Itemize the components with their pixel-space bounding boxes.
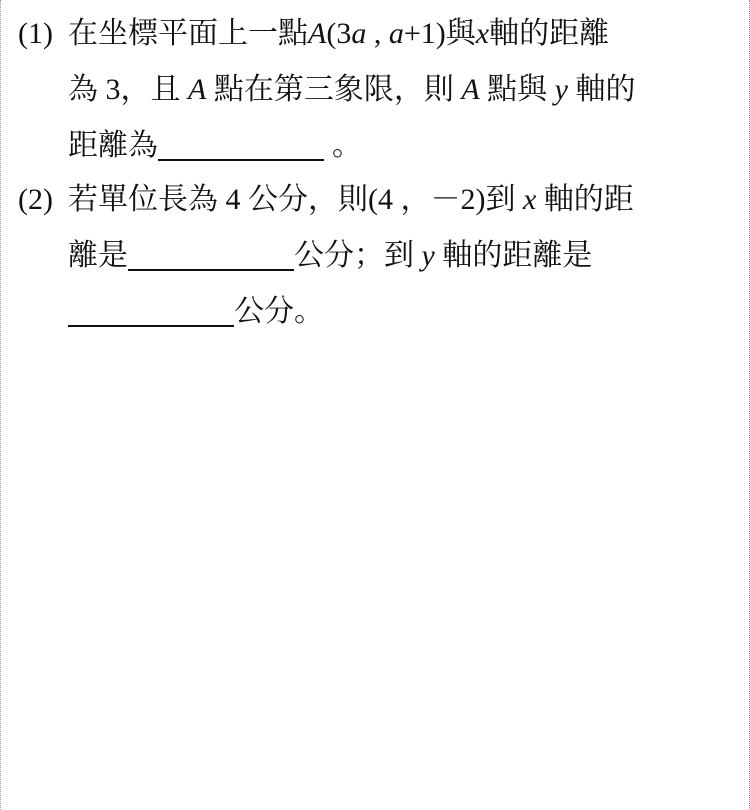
answer-blank[interactable] — [158, 129, 324, 161]
text-segment: 軸的距離是 — [434, 239, 593, 272]
text-segment: 軸的距離 — [489, 17, 610, 50]
variable: a — [351, 17, 367, 50]
text-segment: +1)與 — [403, 17, 476, 50]
answer-blank[interactable] — [128, 239, 294, 271]
problem-2 — [18, 172, 718, 340]
text-segment: (3 — [326, 17, 352, 50]
text-segment: 軸的距 — [536, 183, 634, 216]
problem-2-line-2 — [18, 228, 718, 284]
answer-blank[interactable] — [68, 295, 234, 327]
variable: a — [388, 17, 404, 50]
text-segment: 若單位長為 4 公分，則(4 ，－2)到 — [68, 183, 523, 216]
text-segment: 。 — [332, 129, 362, 162]
variable: x — [522, 183, 537, 216]
text-segment: 公分。 — [234, 295, 324, 328]
problem-1-line-1 — [18, 6, 718, 62]
text-segment: 公分；到 — [294, 239, 422, 272]
text-segment: 點與 — [479, 73, 555, 106]
variable: A — [308, 17, 327, 50]
problem-1-line-2 — [18, 62, 718, 118]
variable: y — [421, 239, 435, 272]
variable: A — [188, 73, 207, 106]
problem-1-line-3 — [18, 118, 718, 174]
text-segment: 軸的 — [567, 73, 636, 106]
variable: y — [554, 73, 568, 106]
problem-2-line-3 — [18, 284, 718, 340]
problem-number: (1) — [18, 17, 53, 50]
text-segment: , — [366, 17, 389, 50]
problem-2-line-1 — [18, 172, 718, 228]
variable: A — [461, 73, 480, 106]
variable: x — [475, 17, 490, 50]
problem-1 — [18, 6, 718, 174]
text-segment: 離是 — [68, 239, 128, 272]
problem-number: (2) — [18, 183, 53, 216]
text-segment: 在坐標平面上一點 — [68, 17, 308, 50]
text-segment: 為 3，且 — [68, 73, 188, 106]
text-segment: 點在第三象限，則 — [206, 73, 462, 106]
text-segment: 距離為 — [68, 129, 158, 162]
